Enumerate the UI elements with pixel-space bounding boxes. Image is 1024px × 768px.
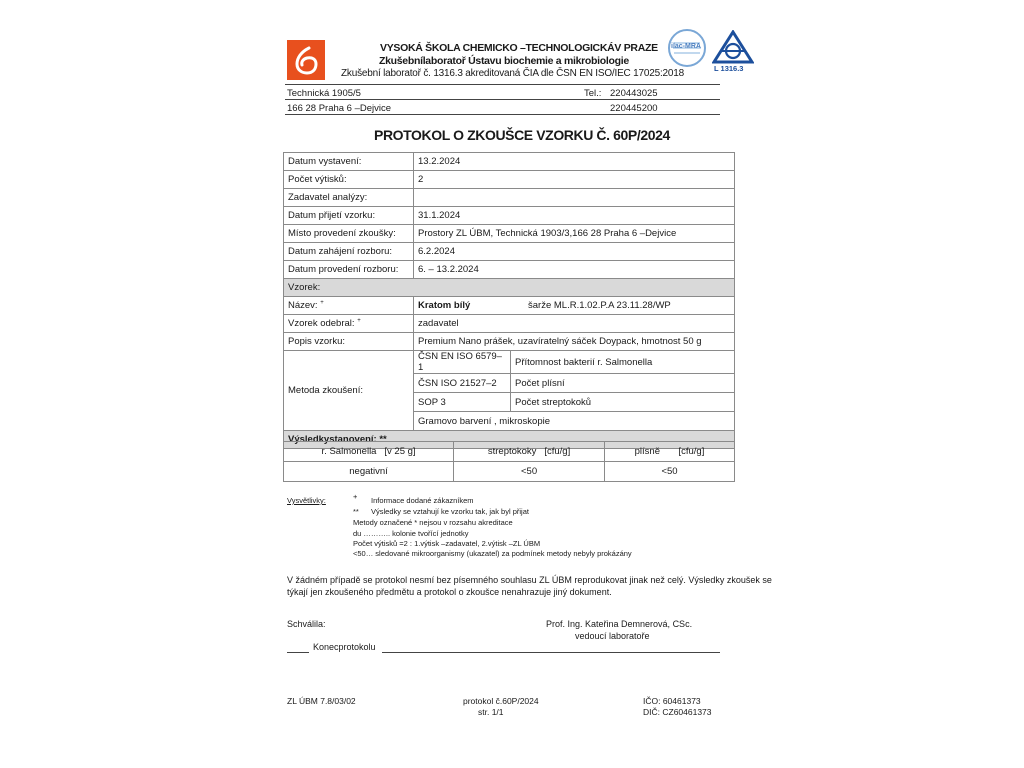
explanation-line: Výsledky se vztahují ke vzorku tak, jak byl přijat [371, 507, 529, 516]
accreditation-line: Zkušební laboratoř č. 1316.3 akreditovaná ČIA dle ČSN EN ISO/IEC 17025:2018 [341, 68, 684, 79]
method-table [414, 351, 734, 430]
table-row [284, 315, 735, 333]
value-zahajeni: 6.2.2024 [414, 243, 735, 261]
label-datum-vystaveni: Datum vystavení: [284, 153, 414, 171]
label-nazev [284, 297, 414, 315]
value-odebral: zadavatel [414, 315, 735, 333]
sample-batch: šarže ML.R.1.02.P.A 23.11.28/WP [528, 300, 671, 311]
header-name: r. Salmonella [321, 446, 377, 457]
results-header-row [284, 442, 735, 462]
table-row [284, 297, 735, 315]
label-zadavatel: Zadavatel analýzy: [284, 189, 414, 207]
footer-ico: IČO: 60461373 [643, 696, 701, 706]
method-name: Počet streptokoků [511, 393, 735, 412]
label-odebral [284, 315, 414, 333]
end-line-left [287, 652, 309, 653]
label-zahajeni: Datum zahájení rozboru: [284, 243, 414, 261]
label-odebral-mark: + [357, 317, 361, 324]
explanation-mark: ** [353, 507, 359, 516]
label-metoda: Metoda zkoušení: [284, 351, 414, 431]
explanations-label: Vysvětlivky: [287, 496, 326, 505]
method-name: Počet plísní [511, 374, 735, 393]
results-value-row [284, 462, 735, 482]
label-datum-prijeti: Datum přijetí vzorku: [284, 207, 414, 225]
tel-number-2: 220445200 [610, 103, 658, 114]
method-code: ČSN EN ISO 6579–1 [414, 351, 511, 374]
label-popis: Popis vzorku: [284, 333, 414, 351]
section-sample-label: Vzorek: [284, 279, 735, 297]
table-row [284, 171, 735, 189]
table-row [284, 225, 735, 243]
table-row [284, 207, 735, 225]
footer-dic: DIČ: CZ60461373 [643, 707, 712, 717]
approver-role: vedoucí laboratoře [575, 631, 650, 641]
method-extra: Gramovo barvení , mikroskopie [418, 415, 550, 427]
institution-name: VYSOKÁ ŠKOLA CHEMICKO –TECHNOLOGICKÁV PRAZE [380, 42, 658, 54]
lab-number: L 1316.3 [714, 64, 744, 73]
header-unit: [v 25 g] [384, 446, 416, 457]
address-divider-2 [285, 114, 720, 115]
header-unit: [cfu/g] [544, 446, 571, 457]
value-provedeni: 6. – 13.2.2024 [414, 261, 735, 279]
label-nazev-mark: + [320, 299, 324, 306]
results-header-plisne [605, 442, 735, 462]
label-pocet-vytisku: Počet výtisků: [284, 171, 414, 189]
label-provedeni: Datum provedení rozboru: [284, 261, 414, 279]
end-line-right [382, 652, 720, 653]
label-odebral-text: Vzorek odebral: [288, 318, 355, 330]
ilac-logo-icon [668, 29, 706, 67]
vscht-logo-icon [287, 40, 325, 80]
value-misto: Prostory ZL ÚBM, Technická 1903/3,166 28 Praha 6 –Dejvice [414, 225, 735, 243]
approver-name: Prof. Ing. Kateřina Demnerová, CSc. [546, 619, 693, 629]
section-results-label: Výsledkystanovení: ** [284, 431, 735, 449]
page-title: PROTOKOL O ZKOUŠCE VZORKU Č. 60P/2024 [374, 127, 670, 143]
value-zadavatel [414, 189, 735, 207]
table-row [284, 351, 735, 431]
notice-line-1: V žádném případě se protokol nesmí bez písemného souhlasu ZL ÚBM reprodukovat jinak než celý. Výsledky zkoušek se [287, 575, 772, 585]
table-row [284, 261, 735, 279]
result-salmonella: negativní [284, 462, 454, 482]
results-header-streptokoky [454, 442, 605, 462]
explanation-line: Metody označené * nejsou v rozsahu akreditace [353, 518, 513, 527]
header-unit: [cfu/g] [678, 446, 705, 457]
explanation-line: <50… sledované mikroorganismy (ukazatel) za podmínek metody nebyly prokázány [353, 549, 632, 558]
section-sample [284, 279, 735, 297]
protocol-info-table [283, 152, 735, 449]
method-code: SOP 3 [414, 393, 511, 412]
results-table [283, 441, 735, 482]
footer-protocol: protokol č.60P/2024 [463, 696, 539, 706]
value-nazev [414, 297, 735, 315]
ilac-label: ilac-MRA [671, 43, 701, 50]
value-datum-vystaveni: 13.2.2024 [414, 153, 735, 171]
result-plisne: <50 [605, 462, 735, 482]
address-city: 166 28 Praha 6 –Dejvice [287, 103, 392, 114]
footer-code: ZL ÚBM 7.8/03/02 [287, 696, 356, 706]
explanation-mark: + [353, 492, 358, 501]
result-streptokoky: <50 [454, 462, 605, 482]
label-misto: Místo provedení zkoušky: [284, 225, 414, 243]
value-popis: Premium Nano prášek, uzavíratelný sáček Doypack, hmotnost 50 g [414, 333, 735, 351]
header-name: plísně [634, 446, 660, 457]
method-row [414, 351, 734, 374]
method-row [414, 374, 734, 393]
tel-number-1: 220443025 [610, 88, 658, 99]
value-metoda [414, 351, 735, 431]
table-row [284, 153, 735, 171]
address-divider-1 [285, 99, 720, 100]
explanation-line: Počet výtisků =2 : 1.výtisk –zadavatel, 2.výtisk –ZL ÚBM [353, 539, 541, 548]
explanation-line: du ……….. kolonie tvořící jednotky [353, 529, 469, 538]
address-street: Technická 1905/5 [287, 88, 361, 99]
method-code: ČSN ISO 21527–2 [414, 374, 511, 393]
lab-name: Zkušebnílaboratoř Ústavu biochemie a mikrobiologie [379, 55, 629, 67]
label-nazev-text: Název: [288, 300, 318, 312]
method-row [414, 393, 734, 412]
sample-name: Kratom bílý [418, 300, 471, 311]
value-pocet-vytisku: 2 [414, 171, 735, 189]
table-row [284, 189, 735, 207]
method-name: Přítomnost bakterií r. Salmonella [511, 351, 735, 374]
table-row [284, 333, 735, 351]
header-divider [285, 84, 720, 85]
header-name: streptokoky [487, 446, 537, 457]
table-row [284, 243, 735, 261]
method-row [414, 412, 734, 431]
footer-page: str. 1/1 [478, 707, 504, 717]
approval-label: Schválila: [287, 619, 326, 629]
results-header-salmonella [284, 442, 454, 462]
explanation-line: Informace dodané zákazníkem [371, 496, 474, 505]
tel-label: Tel.: [584, 88, 602, 99]
end-of-protocol: Konecprotokolu [313, 642, 376, 652]
notice-line-2: týkají jen zkoušeného předmětu a protokol o zkoušce nenahrazuje jiný dokument. [287, 587, 612, 597]
value-datum-prijeti: 31.1.2024 [414, 207, 735, 225]
